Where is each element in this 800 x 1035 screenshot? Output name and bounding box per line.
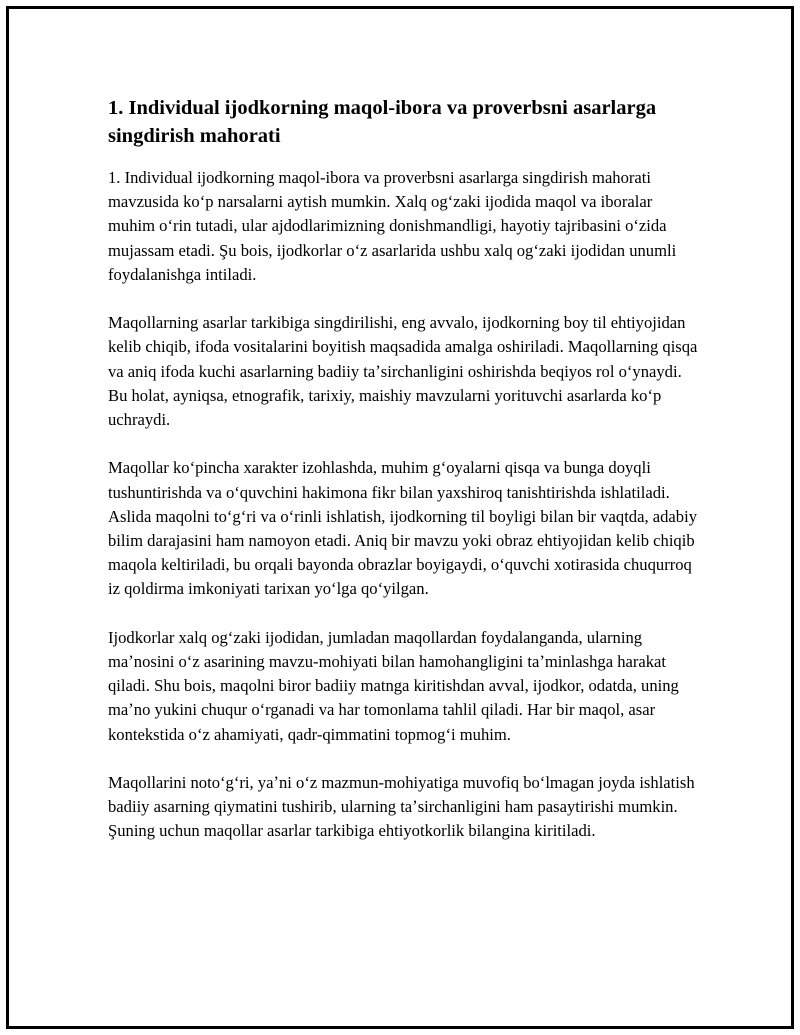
- paragraph-4: Ijodkorlar xalq ogʻzaki ijodidan, jumladan maqollardan foydalanganda, ularning maʼnosini oʻz asarining mavzu-mohiyati bilan hamohangligini taʼminlashga harakat qiladi. Shu bois, maqolni biror badiiy matnga kiritishdan avval, ijodkor, odatda, uning maʼno yukini chuqur oʻrganadi va har tomonlama tahlil qiladi. Har bir maqol, asar kontekstida oʻz ahamiyati, qadr-qimmatini topmogʻi muhim.: [108, 627, 679, 744]
- document-body: [108, 94, 698, 868]
- paragraph-2: Maqollarning asarlar tarkibiga singdirilishi, eng avvalo, ijodkorning boy til ehtiyojidan kelib chiqib, ifoda vositalarini boyitish maqsadida amalga oshiriladi. Maqollarning qisqa va aniq ifoda kuchi asarlarning badiiy taʼsirchanligini oshirishda beqiyos rol oʻynaydi. Bu holat, ayniqsa, etnografik, tarixiy, maishiy mavzularni yorituvchi asarlarda koʻp uchraydi.: [108, 313, 698, 430]
- paragraph-3: Maqollar koʻpincha xarakter izohlashda, muhim gʻoyalarni qisqa va bunga doyqli tushuntirishda va oʻquvchini hakimona fikr bilan yaxshiroq tanishtirishda ishlatiladi. Aslida maqolni toʻgʻri va oʻrinli ishlatish, ijodkorning til boyligi bilan bir vaqtda, adabiy bilim darajasini ham namoyon etadi. Aniq bir mavzu yoki obraz ehtiyojidan kelib chiqib maqola keltiriladi, bu orqali bayonda obrazlar boyigaydi, oʻquvchi xotirasida chuqurroq iz qoldirma imkoniyati tarixan yoʻlga qoʻyilgan.: [108, 458, 697, 599]
- document-title: 1. Individual ijodkorning maqol-ibora va proverbsni asarlarga singdirish mahorati: [108, 97, 657, 147]
- paragraph-5: Maqollarini notoʻgʻri, yaʼni oʻz mazmun-mohiyatiga muvofiq boʻlmagan joyda ishlatish badiiy asarning qiymatini tushirib, ularning taʼsirchanligini ham pasaytirishi mumkin. Şuning uchun maqollar asarlar tarkibiga ehtiyotkorlik bilangina kiritiladi.: [108, 773, 695, 841]
- paragraph-1: 1. Individual ijodkorning maqol-ibora va proverbsni asarlarga singdirish mahorati mavzusida koʻp narsalarni aytish mumkin. Xalq ogʻzaki ijodida maqol va iboralar muhim oʻrin tutadi, ular ajdodlarimizning donishmandligi, hayotiy tajribasini oʻzida mujassam etadi. Şu bois, ijodkorlar oʻz asarlarida ushbu xalq ogʻzaki ijodidan unumli foydalanishga intiladi.: [108, 168, 677, 284]
